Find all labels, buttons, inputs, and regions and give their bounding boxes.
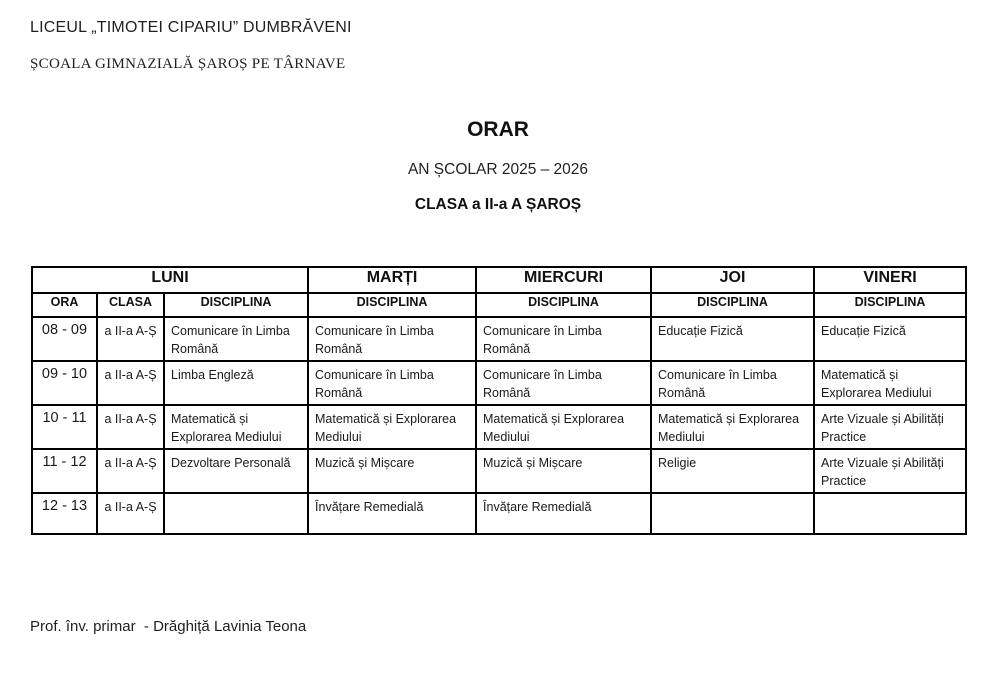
day-header-luni: LUNI xyxy=(32,267,308,293)
discipline-cell-joi: Comunicare în Limba Română xyxy=(651,361,814,405)
ora-cell: 08 - 09 xyxy=(32,317,97,361)
discipline-cell-vineri: Educație Fizică xyxy=(814,317,966,361)
title-block xyxy=(0,118,996,214)
teacher-signature-line: Prof. înv. primar - Drăghiță Lavinia Teona xyxy=(30,618,307,635)
discipline-cell-joi xyxy=(651,493,814,534)
day-header-vineri: VINERI xyxy=(814,267,966,293)
discipline-cell-joi: Religie xyxy=(651,449,814,493)
discipline-cell-miercuri: Comunicare în Limba Română xyxy=(476,361,651,405)
school-year-subtitle: AN ȘCOLAR 2025 – 2026 xyxy=(407,161,589,178)
discipline-cell-marti: Comunicare în Limba Română xyxy=(308,361,476,405)
discipline-cell-joi: Educație Fizică xyxy=(651,317,814,361)
table-row-12-13 xyxy=(32,493,966,534)
school-name: LICEUL „TIMOTEI CIPARIU” DUMBRĂVENI xyxy=(30,19,352,36)
ora-cell: 10 - 11 xyxy=(32,405,97,449)
day-header-miercuri: MIERCURI xyxy=(476,267,651,293)
col-header-clasa: CLASA xyxy=(97,293,164,317)
table-row-09-10 xyxy=(32,361,966,405)
clasa-cell: a II-a A-Ș xyxy=(97,493,164,534)
discipline-cell-marti: Comunicare în Limba Română xyxy=(308,317,476,361)
ora-cell: 12 - 13 xyxy=(32,493,97,534)
discipline-cell-vineri: Matematică și Explorarea Mediului xyxy=(814,361,966,405)
col-header-disciplina-joi: DISCIPLINA xyxy=(651,293,814,317)
clasa-cell: a II-a A-Ș xyxy=(97,405,164,449)
ora-cell: 11 - 12 xyxy=(32,449,97,493)
discipline-cell-vineri: Arte Vizuale și Abilități Practice xyxy=(814,449,966,493)
class-title: CLASA a II-a A ȘAROȘ xyxy=(414,196,582,213)
column-header-row xyxy=(32,293,966,317)
col-header-disciplina-marti: DISCIPLINA xyxy=(308,293,476,317)
clasa-cell: a II-a A-Ș xyxy=(97,449,164,493)
ora-cell: 09 - 10 xyxy=(32,361,97,405)
col-header-disciplina-luni: DISCIPLINA xyxy=(164,293,308,317)
col-header-ora: ORA xyxy=(32,293,97,317)
discipline-cell-marti: Muzică și Mișcare xyxy=(308,449,476,493)
discipline-cell-vineri xyxy=(814,493,966,534)
day-header-row xyxy=(32,267,966,293)
discipline-cell-luni: Comunicare în Limba Română xyxy=(164,317,308,361)
discipline-cell-luni: Limba Engleză xyxy=(164,361,308,405)
discipline-cell-luni: Dezvoltare Personală xyxy=(164,449,308,493)
day-header-marti: MARȚI xyxy=(308,267,476,293)
discipline-cell-miercuri: Comunicare în Limba Română xyxy=(476,317,651,361)
page-title: ORAR xyxy=(467,118,529,141)
discipline-cell-marti: Matematică și Explorarea Mediului xyxy=(308,405,476,449)
discipline-cell-joi: Matematică și Explorarea Mediului xyxy=(651,405,814,449)
discipline-cell-miercuri: Matematică și Explorarea Mediului xyxy=(476,405,651,449)
timetable xyxy=(31,266,967,535)
school-unit-name: ȘCOALA GIMNAZIALĂ ȘAROȘ PE TÂRNAVE xyxy=(30,56,346,72)
discipline-cell-marti: Învățare Remedială xyxy=(308,493,476,534)
table-row-11-12 xyxy=(32,449,966,493)
clasa-cell: a II-a A-Ș xyxy=(97,361,164,405)
col-header-disciplina-miercuri: DISCIPLINA xyxy=(476,293,651,317)
discipline-cell-vineri: Arte Vizuale și Abilități Practice xyxy=(814,405,966,449)
clasa-cell: a II-a A-Ș xyxy=(97,317,164,361)
discipline-cell-miercuri: Învățare Remedială xyxy=(476,493,651,534)
discipline-cell-miercuri: Muzică și Mișcare xyxy=(476,449,651,493)
col-header-disciplina-vineri: DISCIPLINA xyxy=(814,293,966,317)
discipline-cell-luni: Matematică și Explorarea Mediului xyxy=(164,405,308,449)
table-row-10-11 xyxy=(32,405,966,449)
table-row-08-09 xyxy=(32,317,966,361)
day-header-joi: JOI xyxy=(651,267,814,293)
discipline-cell-luni xyxy=(164,493,308,534)
